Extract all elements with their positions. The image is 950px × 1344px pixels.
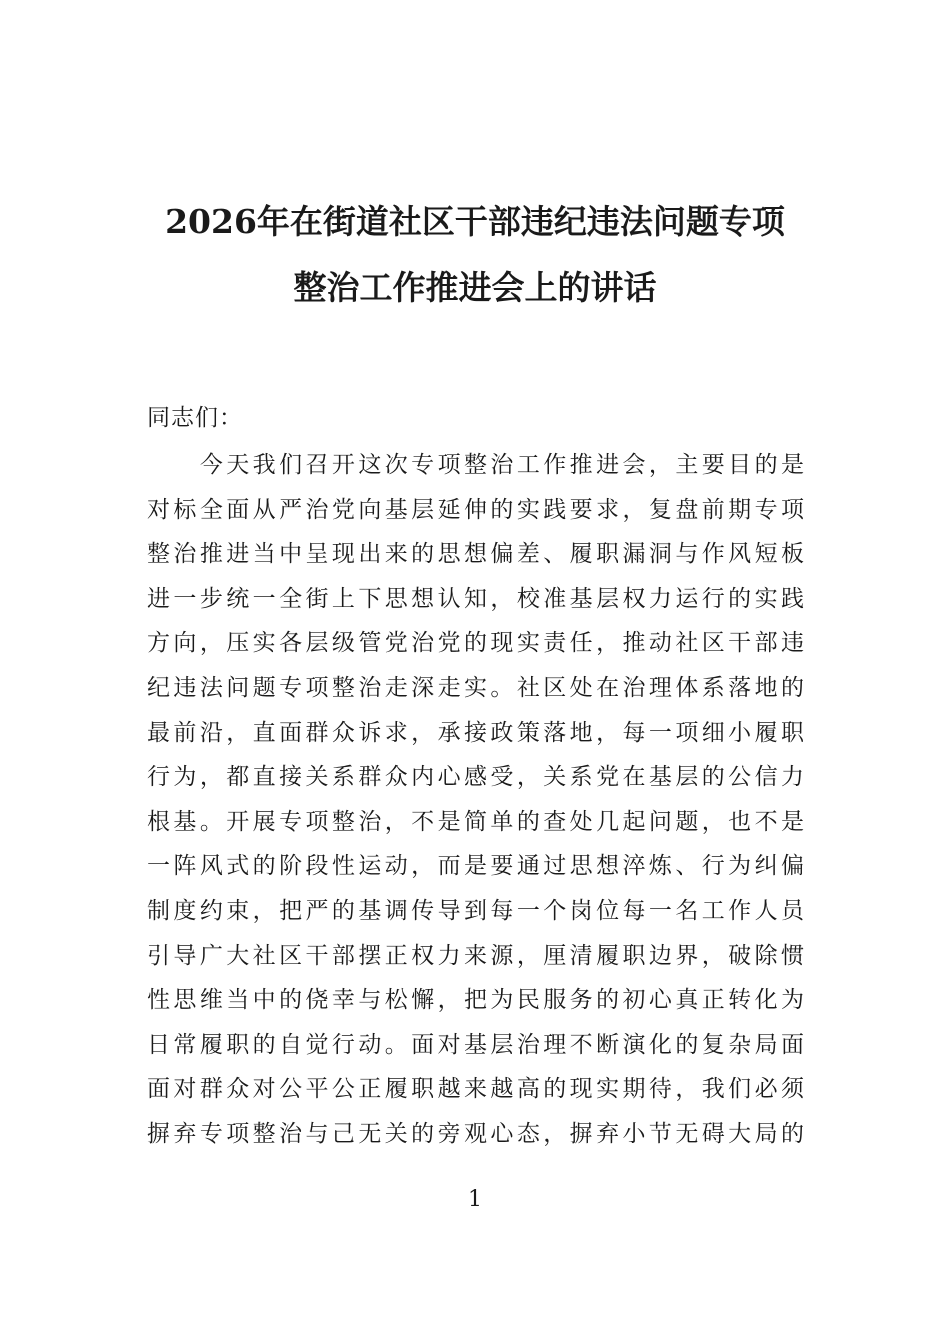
body-line: 一阵风式的阶段性运动，而是要通过思想淬炼、行为纠偏 [147,853,804,879]
body-line: 摒弃专项整治与己无关的旁观心态，摒弃小节无碍大局的 [147,1121,804,1147]
body-line: 引导广大社区干部摆正权力来源，厘清履职边界，破除惯 [147,943,804,969]
body-line: 进一步统一全街上下思想认知，校准基层权力运行的实践 [147,586,804,612]
page-number: 1 [468,1187,482,1212]
body-line: 纪违法问题专项整治走深走实。社区处在治理体系落地的 [147,675,804,701]
body-line: 方向，压实各层级管党治党的现实责任，推动社区干部违 [147,630,804,656]
salutation: 同志们： [147,405,243,431]
document-title-line-1: 2026年在街道社区干部违纪违法问题专项 [165,202,785,241]
body-line: 性思维当中的侥幸与松懈，把为民服务的初心真正转化为 [147,987,804,1013]
body-line: 日常履职的自觉行动。面对基层治理不断演化的复杂局面 [147,1032,804,1058]
body-line: 今天我们召开这次专项整治工作推进会，主要目的是 [147,452,804,478]
body-line: 最前沿，直面群众诉求，承接政策落地，每一项细小履职 [147,720,804,746]
document-title-line-2: 整治工作推进会上的讲话 [293,268,657,307]
body-line: 整治推进当中呈现出来的思想偏差、履职漏洞与作风短板 [147,541,804,567]
body-line: 对标全面从严治党向基层延伸的实践要求，复盘前期专项 [147,497,804,523]
body-line: 制度约束，把严的基调传导到每一个岗位每一名工作人员 [147,898,804,924]
body-line: 根基。开展专项整治，不是简单的查处几起问题，也不是 [147,809,804,835]
body-line: 面对群众对公平公正履职越来越高的现实期待，我们必须 [147,1076,804,1102]
body-line: 行为，都直接关系群众内心感受，关系党在基层的公信力 [147,764,804,790]
